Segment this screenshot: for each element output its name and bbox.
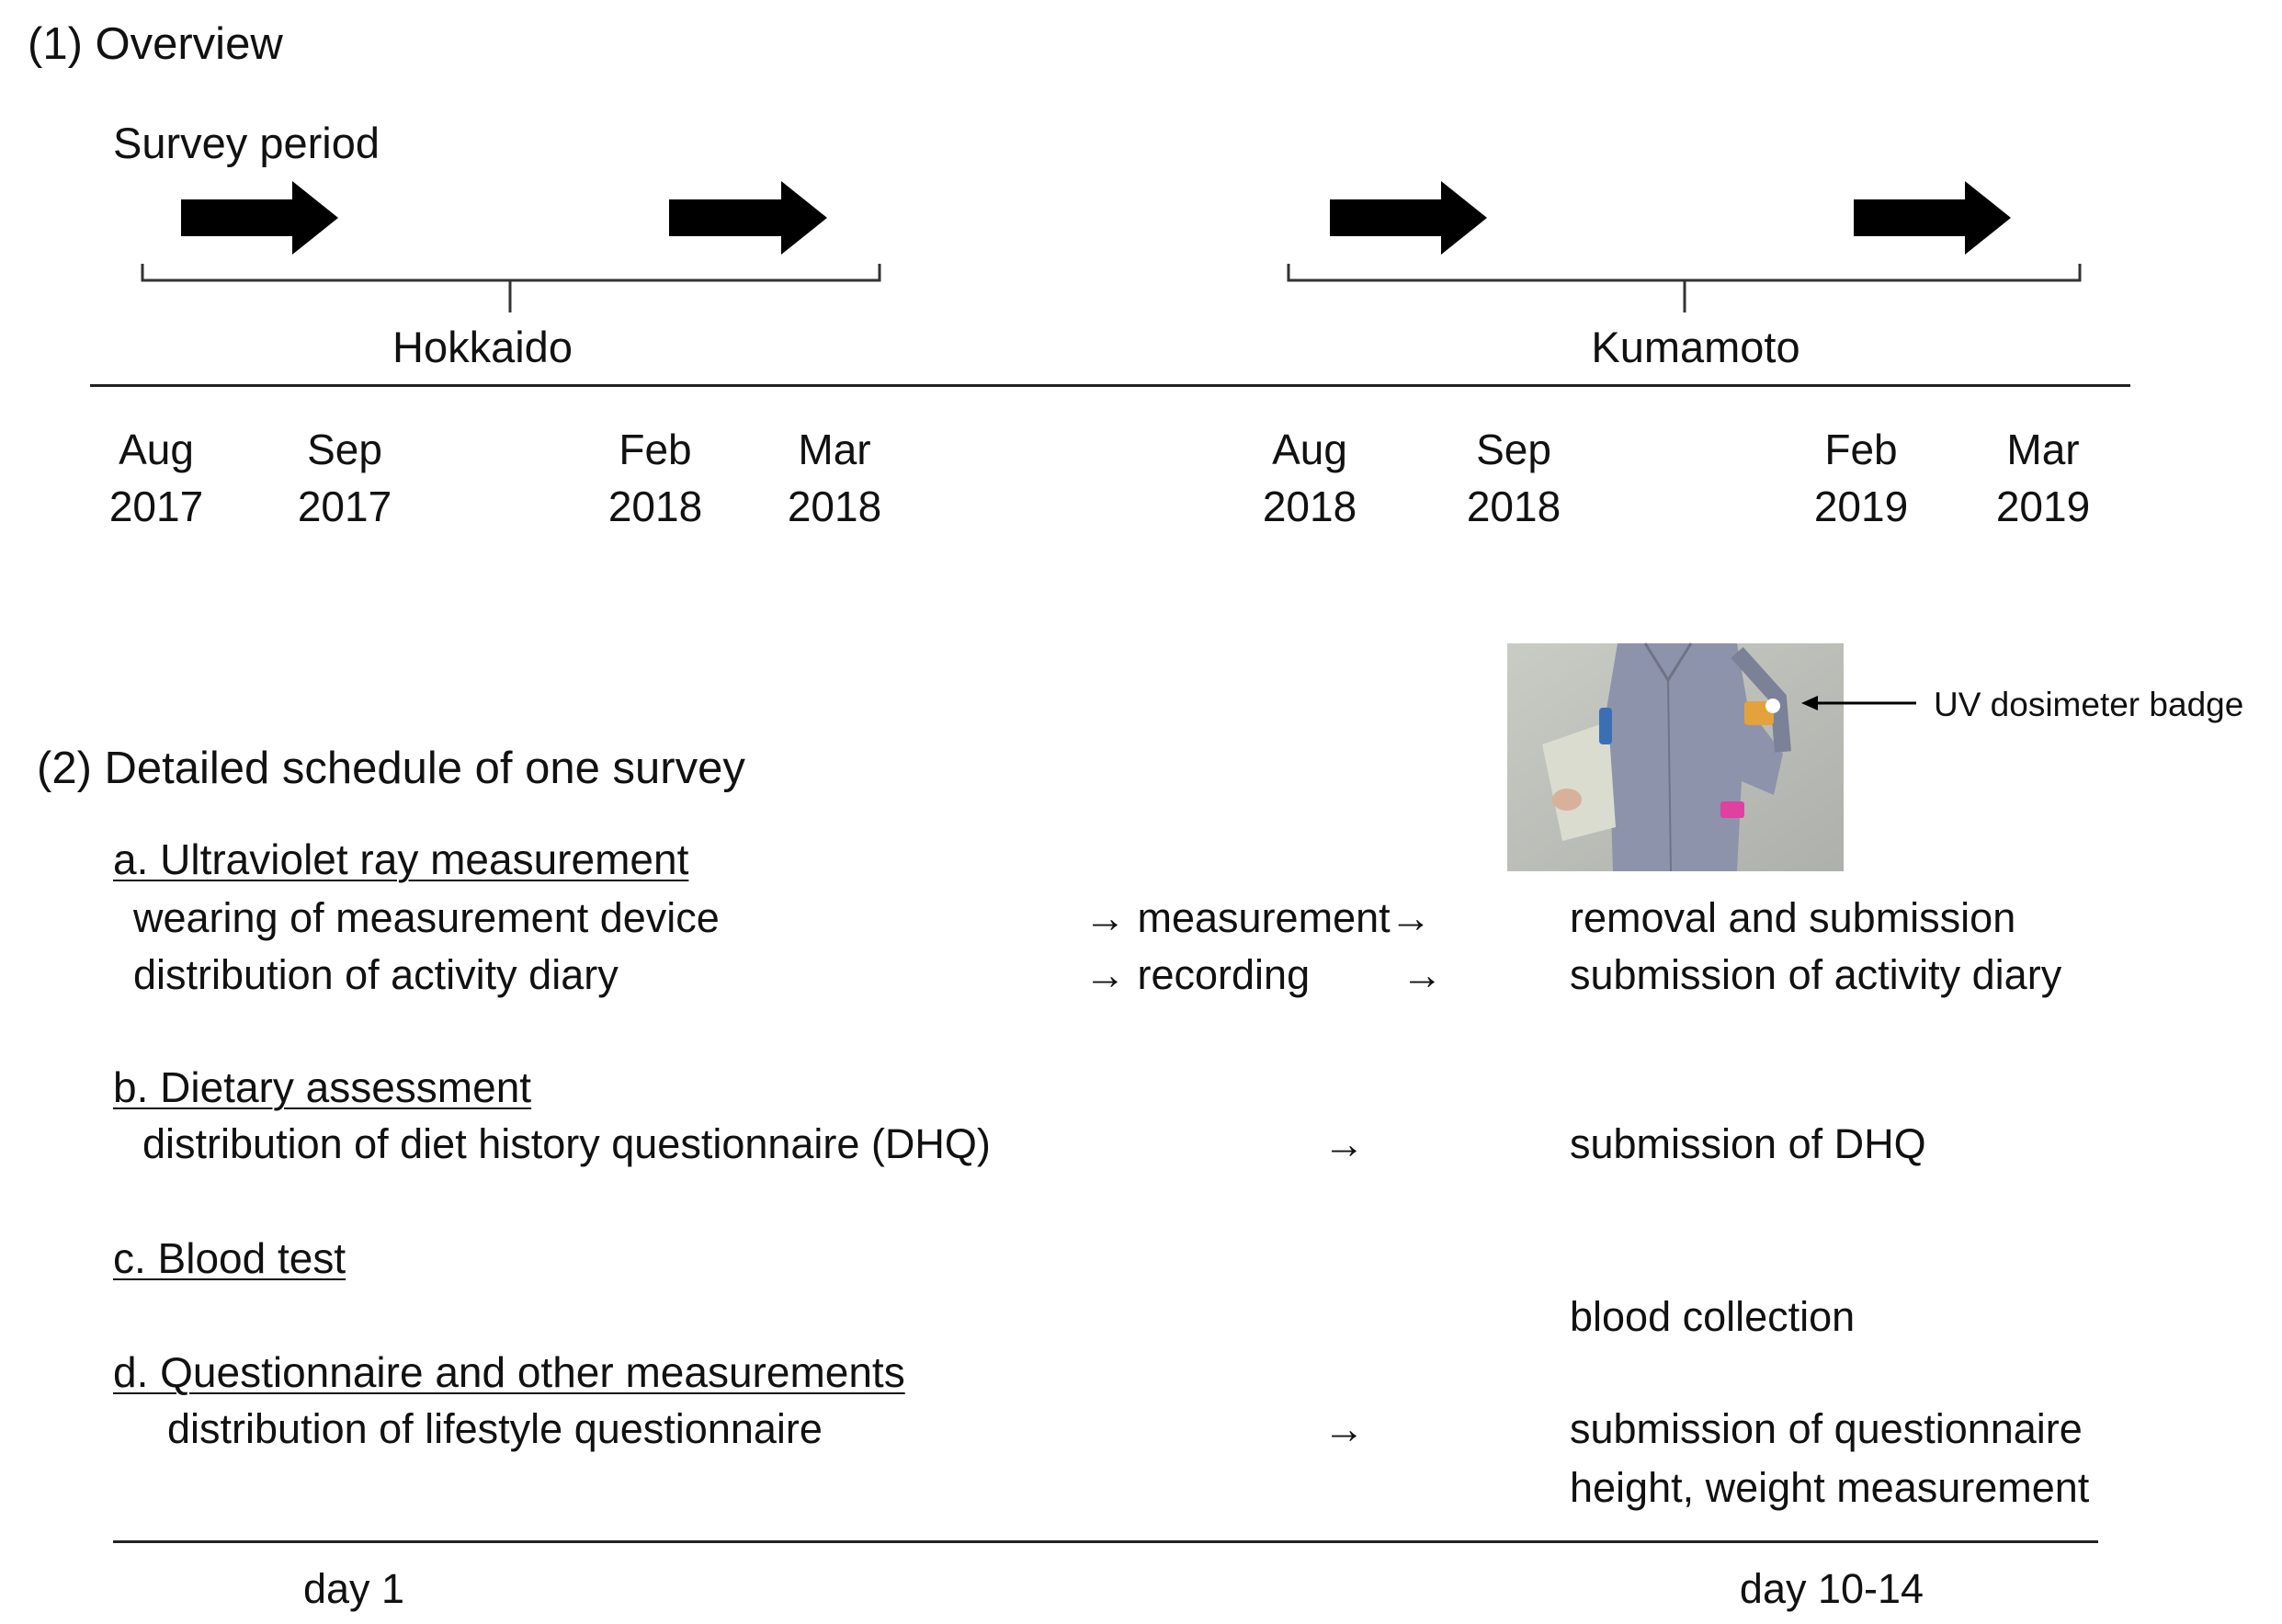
overview-heading: (1) Overview bbox=[28, 19, 283, 69]
survey-arrow-2 bbox=[669, 181, 827, 255]
section-b-row1-start: distribution of diet history questionnaire (DHQ) bbox=[142, 1120, 991, 1167]
axis-label-day-1: day 1 bbox=[302, 1565, 405, 1612]
section-d-title: d. Questionnaire and other measurements bbox=[113, 1348, 905, 1396]
kumamoto-brace bbox=[1289, 264, 2080, 312]
date-label: Aug 2018 bbox=[1262, 426, 1357, 530]
section-a-title: a. Ultraviolet ray measurement bbox=[113, 835, 689, 883]
section-a-row1-end: removal and submission bbox=[1570, 894, 2016, 941]
section-a-row1-middle: → measurement→ bbox=[1084, 894, 1432, 941]
section-b-title: b. Dietary assessment bbox=[113, 1063, 532, 1111]
date-label: Feb 2019 bbox=[1813, 426, 1909, 530]
callout-arrow bbox=[1801, 689, 1930, 717]
uv-badge-callout: UV dosimeter badge bbox=[1934, 686, 2244, 723]
section-d-row1-end: submission of questionnaire bbox=[1570, 1405, 2083, 1452]
participant-photo bbox=[1507, 643, 1844, 871]
timeline-axis bbox=[90, 384, 2130, 387]
section-d-row2-end: height, weight measurement bbox=[1570, 1464, 2090, 1511]
date-label: Mar 2018 bbox=[787, 426, 882, 530]
section-b-row1-arrow: → bbox=[1323, 1120, 1365, 1167]
section-d-row1-start: distribution of lifestyle questionnaire bbox=[167, 1405, 823, 1452]
section-c-row1-end: blood collection bbox=[1570, 1293, 1856, 1340]
axis-label-day-10-14: day 10-14 bbox=[1739, 1565, 1924, 1612]
section-a-row2-arrow: → bbox=[1402, 951, 1443, 998]
section-d-row1-arrow: → bbox=[1323, 1405, 1365, 1452]
region-label-hokkaido: Hokkaido bbox=[392, 323, 573, 371]
schedule-axis bbox=[113, 1540, 2098, 1543]
hokkaido-brace bbox=[142, 264, 880, 312]
date-label: Sep 2018 bbox=[1466, 426, 1561, 530]
survey-arrow-1 bbox=[181, 181, 338, 255]
date-label: Feb 2018 bbox=[607, 426, 703, 530]
survey-period-label: Survey period bbox=[113, 119, 380, 167]
section-a-row2-end: submission of activity diary bbox=[1570, 951, 2062, 998]
overview-graphics bbox=[0, 0, 2282, 371]
section-b-row1-end: submission of DHQ bbox=[1570, 1120, 1926, 1167]
section-a-row2-middle: → recording bbox=[1084, 951, 1311, 998]
section-a-row2-start: distribution of activity diary bbox=[133, 951, 619, 998]
section-a-row1-start: wearing of measurement device bbox=[133, 894, 720, 941]
date-label: Mar 2019 bbox=[1995, 426, 2091, 530]
region-label-kumamoto: Kumamoto bbox=[1591, 323, 1800, 371]
date-label: Sep 2017 bbox=[297, 426, 392, 530]
survey-arrow-4 bbox=[1854, 181, 2011, 255]
schedule-heading: (2) Detailed schedule of one survey bbox=[37, 744, 745, 793]
survey-arrow-3 bbox=[1330, 181, 1487, 255]
section-c-title: c. Blood test bbox=[113, 1234, 346, 1282]
date-label: Aug 2017 bbox=[108, 426, 204, 530]
